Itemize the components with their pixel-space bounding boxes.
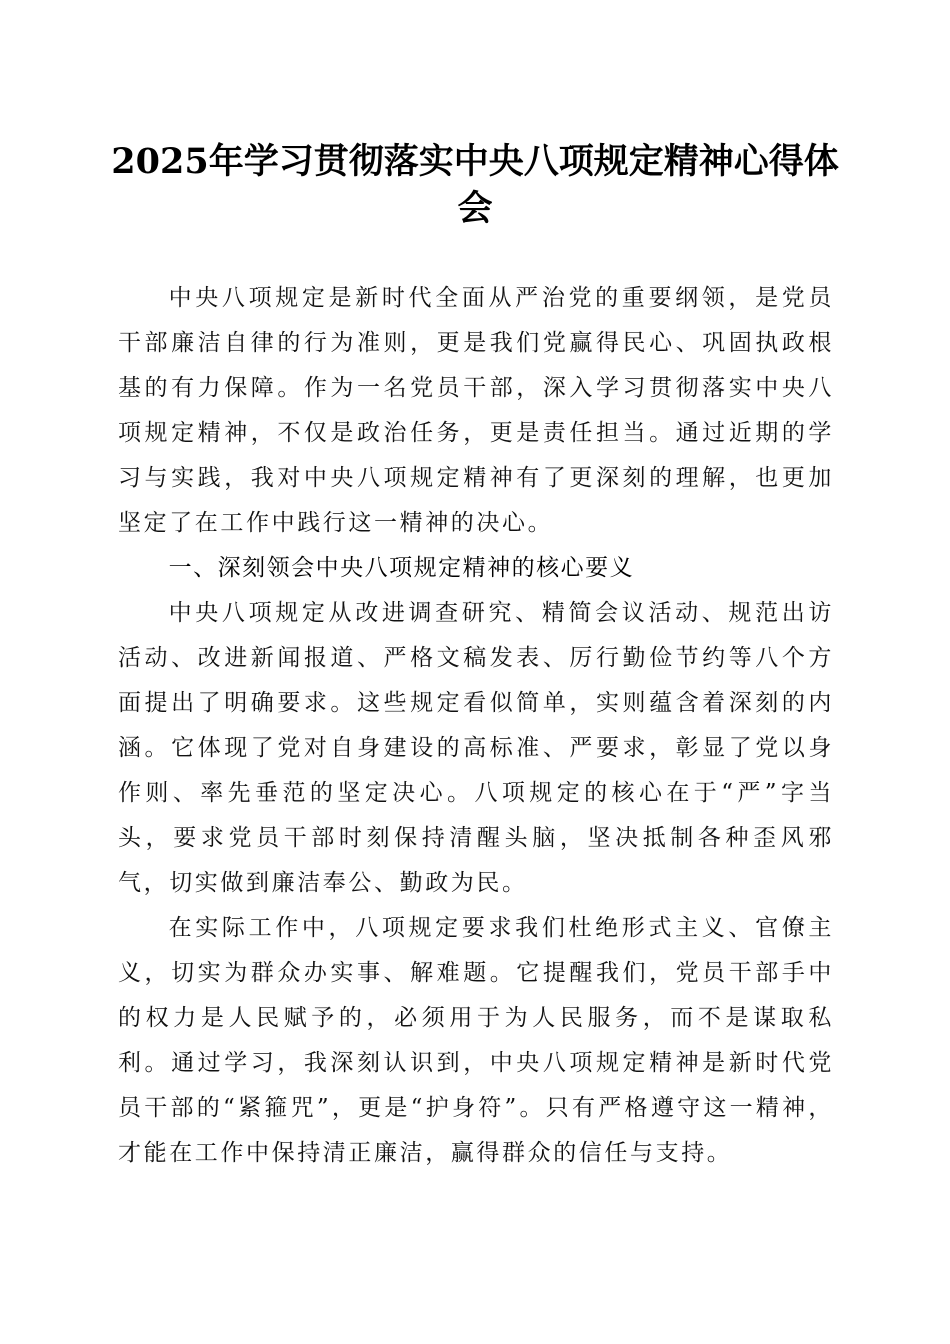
paragraph-practice: 在实际工作中，八项规定要求我们杜绝形式主义、官僚主义，切实为群众办实事、解难题。它提醒我们，党员干部手中的权力是人民赋予的，必须用于为人民服务，而不是谋取私利。通过学习，我深刻认识到，中央八项规定精神是新时代党员干部的“紧箍咒”，更是“护身符”。只有严格遵守这一精神，才能在工作中保持清正廉洁，赢得群众的信任与支持。 xyxy=(118,915,834,1166)
document-title: 2025年学习贯彻落实中央八项规定精神心得体会 xyxy=(111,141,839,229)
paragraph-intro: 中央八项规定是新时代全面从严治党的重要纲领，是党员干部廉洁自律的行为准则，更是我们党赢得民心、巩固执政根基的有力保障。作为一名党员干部，深入学习贯彻落实中央八项规定精神，不仅是政治任务，更是责任担当。通过近期的学习与实践，我对中央八项规定精神有了更深刻的理解，也更加坚定了在工作中践行这一精神的决心。 xyxy=(118,285,834,536)
paragraph-core-meaning: 中央八项规定从改进调查研究、精简会议活动、规范出访活动、改进新闻报道、严格文稿发表、厉行勤俭节约等八个方面提出了明确要求。这些规定看似简单，实则蕴含着深刻的内涵。它体现了党对自身建设的高标准、严要求，彰显了党以身作则、率先垂范的坚定决心。八项规定的核心在于“严”字当头，要求党员干部时刻保持清醒头脑，坚决抵制各种歪风邪气，切实做到廉洁奉公、勤政为民。 xyxy=(118,600,834,896)
section-heading-1: 一、深刻领会中央八项规定精神的核心要义 xyxy=(168,555,635,581)
document-body xyxy=(118,276,834,1176)
